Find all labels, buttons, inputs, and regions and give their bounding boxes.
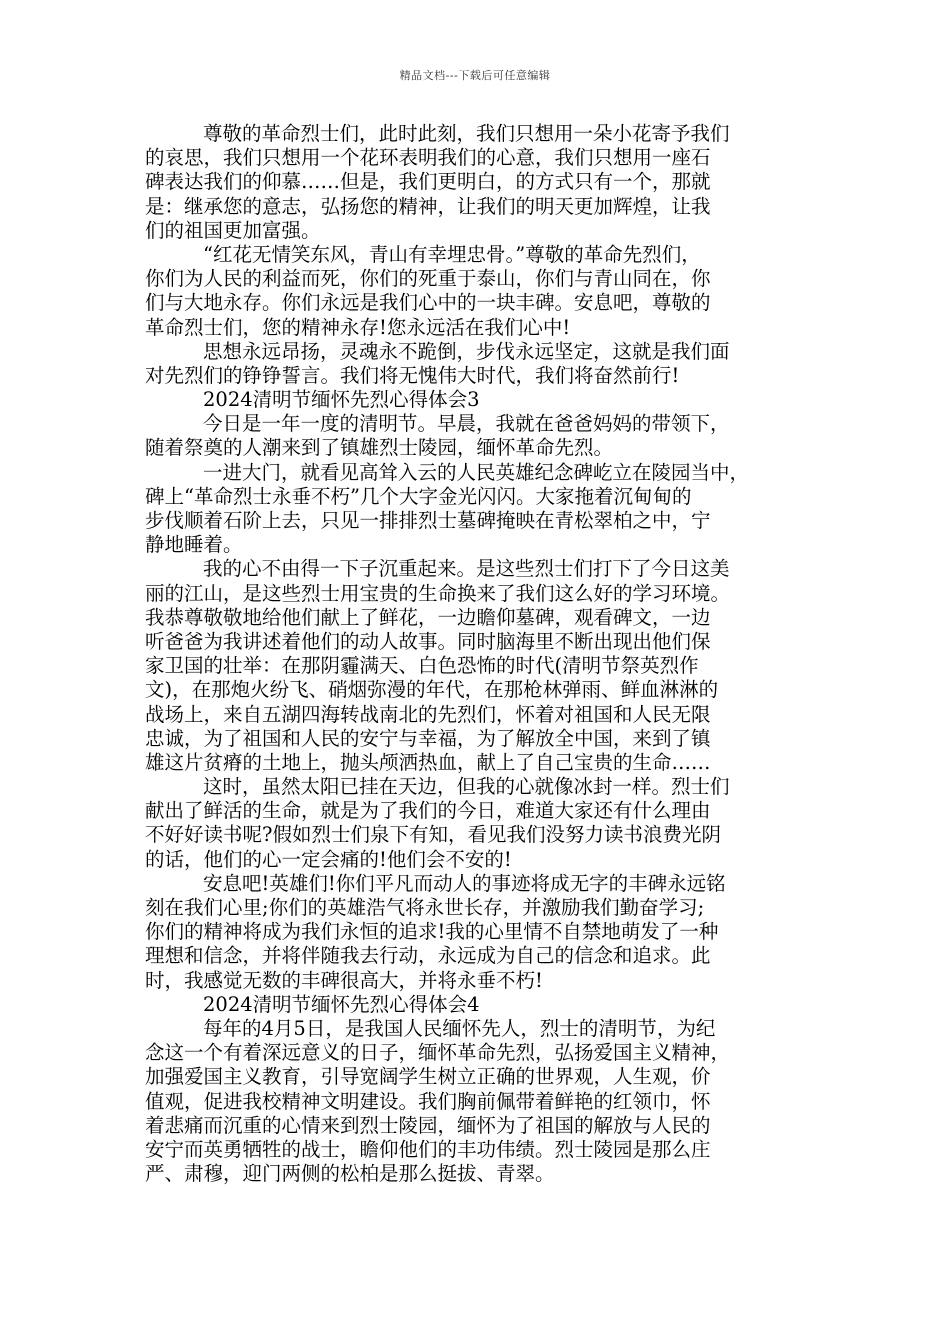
text-line: 丽的江山，是这些烈士用宝贵的生命换来了我们这么好的学习环境。 (145, 581, 731, 605)
text-line: 们与大地永存。你们永远是我们心中的一块丰碑。安息吧，尊敬的 (145, 291, 711, 315)
text-line: 碑上“革命烈士永垂不朽”几个大字金光闪闪。大家拖着沉甸甸的 (145, 484, 692, 508)
text-line: 我恭尊敬敬地给他们献上了鲜花，一边瞻仰墓碑，观看碑文，一边 (145, 605, 711, 629)
text-line: 每年的4月5日，是我国人民缅怀先人，烈士的清明节，为纪 (203, 1016, 716, 1040)
text-line: 碑表达我们的仰慕……但是，我们更明白，的方式只有一个，那就 (145, 170, 711, 194)
text-line: 2024清明节缅怀先烈心得体会4 (203, 992, 480, 1016)
page-header: 精品文档---下载后可任意编辑 (399, 69, 551, 82)
text-line: 文)，在那炮火纷飞、硝烟弥漫的年代，在那枪林弹雨、鲜血淋淋的 (145, 678, 719, 702)
text-line: 安息吧!英雄们!你们平凡而动人的事迹将成无字的丰碑永远铭 (203, 871, 726, 895)
document-body (145, 122, 817, 1186)
text-line: 的哀思，我们只想用一个花环表明我们的心意，我们只想用一座石 (145, 146, 711, 170)
text-line: 随着祭奠的人潮来到了镇雄烈士陵园，缅怀革命先烈。 (145, 436, 614, 460)
text-line: 听爸爸为我讲述着他们的动人故事。同时脑海里不断出现出他们保 (145, 629, 711, 653)
text-line: 你们的精神将成为我们永恒的追求!我的心里情不自禁地萌发了一种 (145, 920, 719, 944)
text-line: 值观，促进我校精神文明建设。我们胸前佩带着鲜艳的红领巾，怀 (145, 1089, 711, 1113)
text-line: 时，我感觉无数的丰碑很高大，并将永垂不朽! (145, 968, 543, 992)
text-line: 这时，虽然太阳已挂在天边，但我的心就像冰封一样。烈士们 (203, 775, 730, 799)
text-line: 静地睡着。 (145, 533, 243, 557)
text-line: 家卫国的壮举：在那阴霾满天、白色恐怖的时代(清明节祭英烈作 (145, 654, 699, 678)
text-line: 的话，他们的心一定会痛的!他们会不安的! (145, 847, 512, 871)
text-line: “红花无情笑东风，青山有幸埋忠骨。”尊敬的革命先烈们， (203, 242, 701, 266)
text-line: 雄这片贫瘠的土地上，抛头颅洒热血，献上了自己宝贵的生命…… (145, 750, 711, 774)
text-line: 念这一个有着深远意义的日子，缅怀革命先烈，弘扬爱国主义精神， (145, 1041, 731, 1065)
text-line: 尊敬的革命烈士们，此时此刻，我们只想用一朵小花寄予我们 (203, 122, 730, 145)
text-line: 理想和信念，并将伴随我去行动，永远成为自己的信念和追求。此 (145, 944, 711, 968)
text-line: 着悲痛而沉重的心情来到烈士陵园，缅怀为了祖国的解放与人民的 (145, 1113, 711, 1137)
text-line: 我的心不由得一下子沉重起来。是这些烈士们打下了今日这美 (203, 557, 730, 581)
text-line: 你们为人民的利益而死，你们的死重于泰山，你们与青山同在，你 (145, 267, 711, 291)
text-line: 是：继承您的意志，弘扬您的精神，让我们的明天更加辉煌，让我 (145, 194, 711, 218)
text-line: 步伐顺着石阶上去，只见一排排烈士墓碑掩映在青松翠柏之中，宁 (145, 509, 711, 532)
text-line: 今日是一年一度的清明节。早晨，我就在爸爸妈妈的带领下， (203, 412, 730, 436)
text-line: 加强爱国主义教育，引导宽阔学生树立正确的世界观，人生观，价 (145, 1065, 711, 1089)
text-line: 们的祖国更加富强。 (145, 218, 321, 242)
text-line: 战场上，来自五湖四海转战南北的先烈们，怀着对祖国和人民无限 (145, 702, 711, 726)
text-line: 安宁而英勇牺牲的战士，瞻仰他们的丰功伟绩。烈士陵园是那么庄 (145, 1137, 711, 1161)
text-line: 2024清明节缅怀先烈心得体会3 (203, 388, 480, 412)
text-line: 献出了鲜活的生命，就是为了我们的今日，难道大家还有什么理由 (145, 799, 711, 823)
text-line: 不好好读书呢?假如烈士们泉下有知，看见我们没努力读书浪费光阴 (145, 823, 721, 847)
text-line: 一进大门，就看见高耸入云的人民英雄纪念碑屹立在陵园当中， (203, 460, 750, 484)
text-line: 刻在我们心里;你们的英雄浩气将永世长存，并激励我们勤奋学习; (145, 896, 705, 919)
text-line: 对先烈们的铮铮誓言。我们将无愧伟大时代，我们将奋然前行! (145, 363, 680, 387)
text-line: 忠诚，为了祖国和人民的安宁与幸福，为了解放全中国，来到了镇 (145, 726, 711, 750)
text-line: 思想永远昂扬，灵魂永不跪倒，步伐永远坚定，这就是我们面 (203, 339, 730, 363)
text-line: 革命烈士们，您的精神永存!您永远活在我们心中! (145, 315, 571, 339)
text-line: 严、肃穆，迎门两侧的松柏是那么挺拔、青翠。 (145, 1162, 555, 1186)
